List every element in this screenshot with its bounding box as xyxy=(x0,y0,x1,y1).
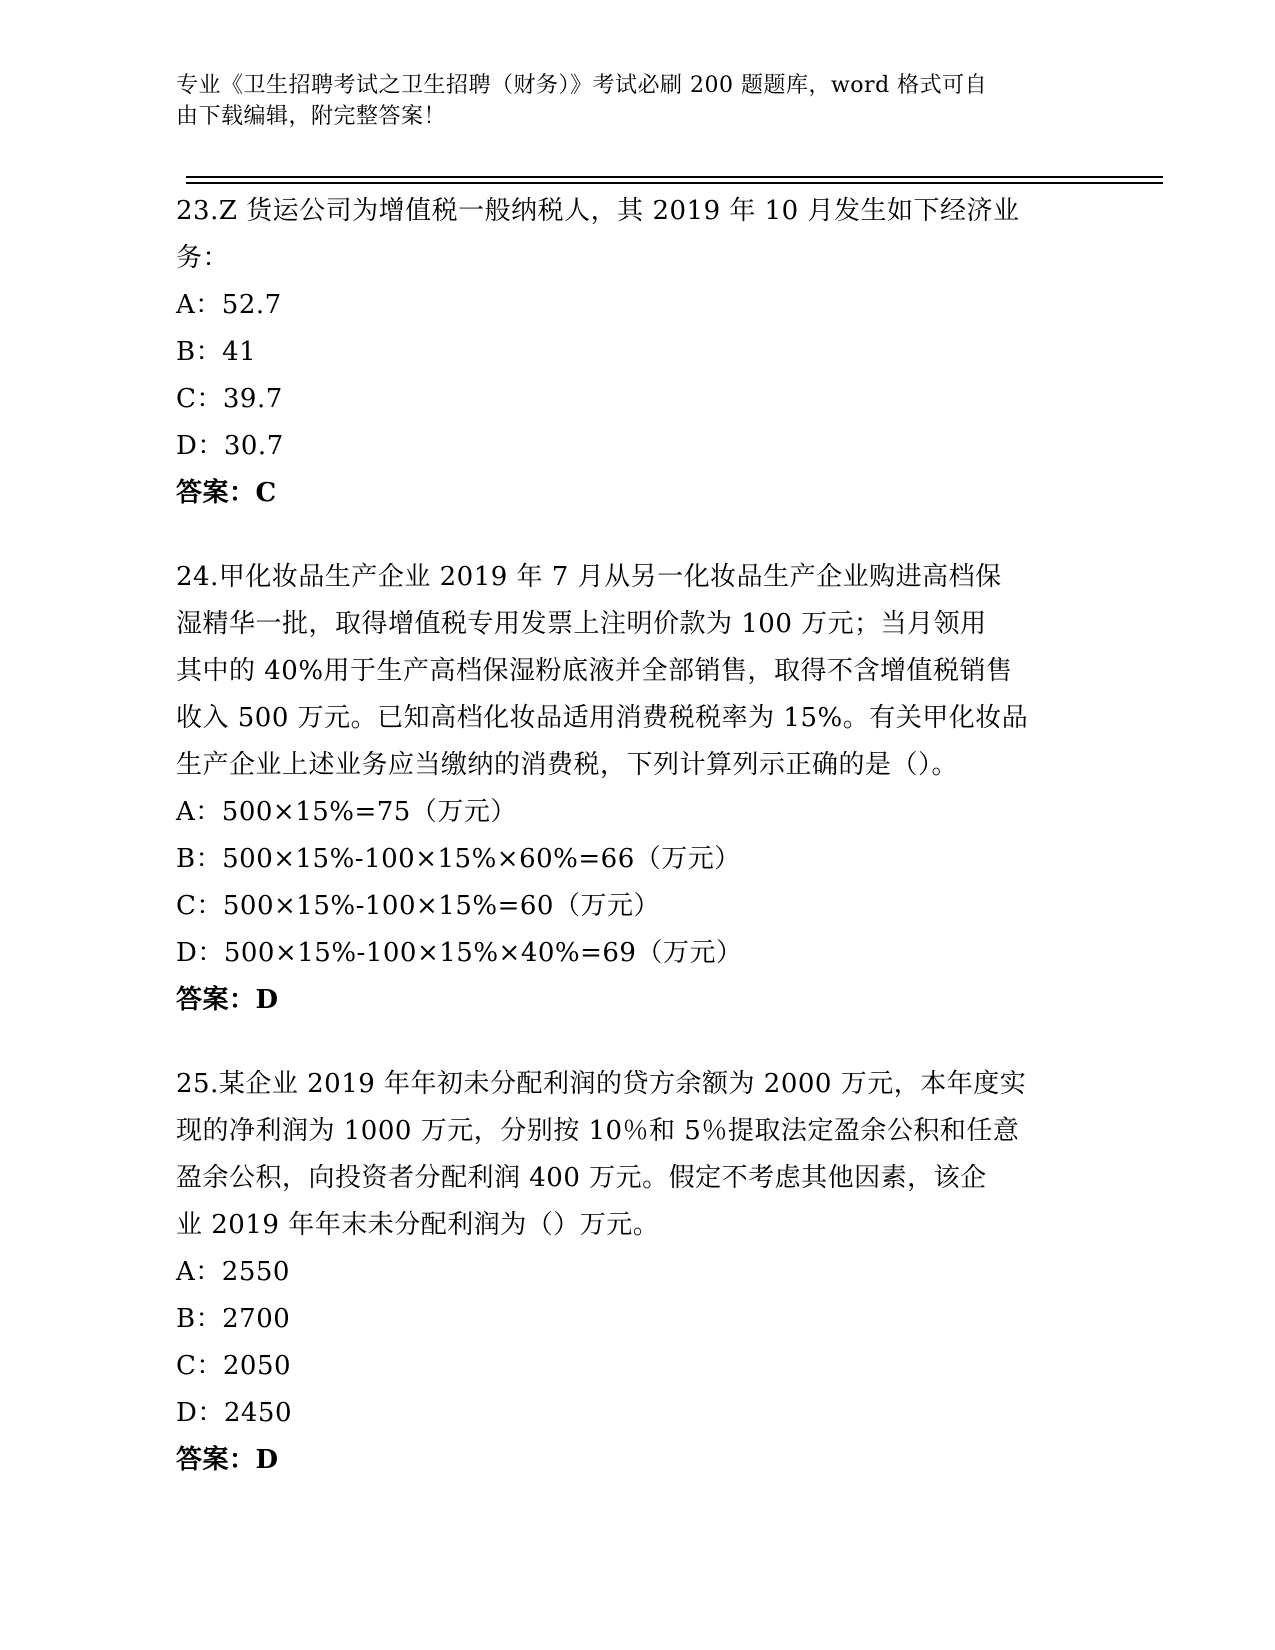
option-line-a: A：52.7 xyxy=(176,290,282,320)
question-stem-line: 25.某企业 2019 年年初未分配利润的贷方余额为 2000 万元，本年度实 xyxy=(176,1069,1027,1099)
answer-line: 答案：D xyxy=(176,985,279,1015)
option-line-a: A：500×15%=75（万元） xyxy=(176,797,517,827)
question-block-23 xyxy=(176,188,1076,517)
answer-line: 答案：C xyxy=(176,478,277,508)
option-line-d: D：500×15%-100×15%×40%=69（万元） xyxy=(176,938,743,968)
question-stem-line: 盈余公积，向投资者分配利润 400 万元。假定不考虑其他因素，该企 xyxy=(176,1163,987,1193)
option-line-c: C：39.7 xyxy=(176,384,283,414)
page-header xyxy=(176,70,1086,132)
question-stem-line: 其中的 40%用于生产高档保湿粉底液并全部销售，取得不含增值税销售 xyxy=(176,656,1013,686)
question-stem-line: 务： xyxy=(176,243,230,273)
option-line-c: C：2050 xyxy=(176,1351,292,1381)
header-line: 专业《卫生招聘考试之卫生招聘（财务）》考试必刷 200 题题库，word 格式可自 xyxy=(176,73,988,98)
option-line-b: B：500×15%-100×15%×60%=66（万元） xyxy=(176,844,741,874)
question-block-24 xyxy=(176,554,1076,1024)
question-list xyxy=(176,188,1076,1484)
question-stem-line: 24.甲化妆品生产企业 2019 年 7 月从另一化妆品生产企业购进高档保 xyxy=(176,562,1002,592)
option-line-b: B：2700 xyxy=(176,1304,291,1334)
question-stem-line: 湿精华一批，取得增值税专用发票上注明价款为 100 万元；当月领用 xyxy=(176,609,987,639)
answer-line: 答案：D xyxy=(176,1445,279,1475)
question-stem-line: 收入 500 万元。已知高档化妆品适用消费税税率为 15%。有关甲化妆品 xyxy=(176,703,1029,733)
option-line-c: C：500×15%-100×15%=60（万元） xyxy=(176,891,660,921)
header-line: 由下载编辑，附完整答案！ xyxy=(176,104,447,129)
header-divider xyxy=(186,176,1163,184)
option-line-d: D：30.7 xyxy=(176,431,284,461)
question-stem-line: 生产企业上述业务应当缴纳的消费税，下列计算列示正确的是（）。 xyxy=(176,750,959,780)
question-block-25 xyxy=(176,1061,1076,1484)
question-stem-line: 现的净利润为 1000 万元，分别按 10％和 5％提取法定盈余公积和任意 xyxy=(176,1116,1020,1146)
option-line-a: A：2550 xyxy=(176,1257,290,1287)
question-stem-line: 业 2019 年年末未分配利润为（）万元。 xyxy=(176,1210,660,1240)
option-line-d: D：2450 xyxy=(176,1398,293,1428)
question-stem-line: 23.Z 货运公司为增值税一般纳税人，其 2019 年 10 月发生如下经济业 xyxy=(176,196,1020,226)
option-line-b: B：41 xyxy=(176,337,257,367)
